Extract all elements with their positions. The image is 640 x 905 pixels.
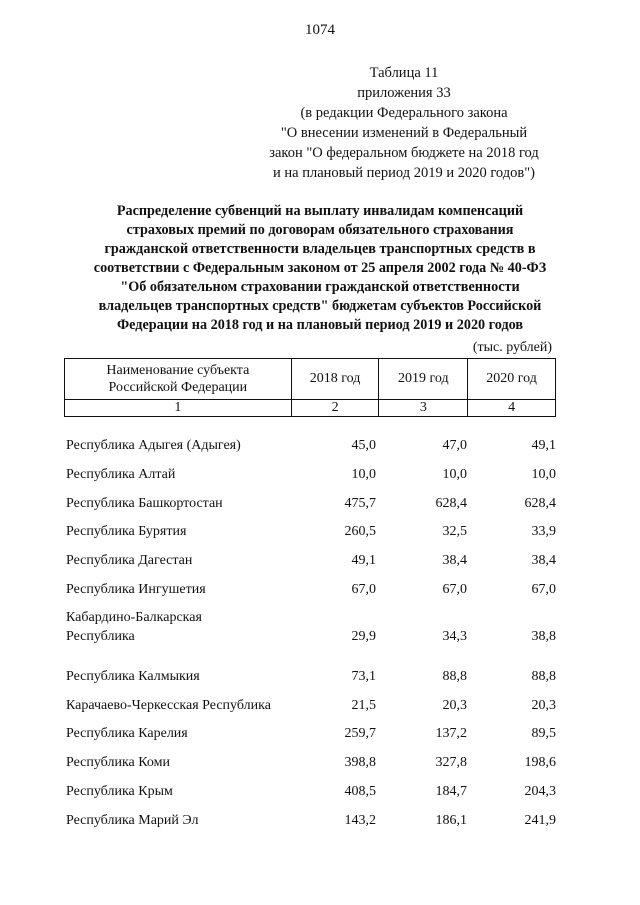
value-2018: 29,9 — [351, 629, 376, 644]
table-header — [64, 358, 556, 417]
table-row — [66, 667, 558, 686]
table-row — [66, 753, 558, 772]
table-row — [66, 608, 558, 646]
value-2019: 34,3 — [442, 629, 467, 644]
page-number: 1074 — [305, 22, 335, 38]
title-line: страховых премий по договорам обязательного страхования — [126, 222, 514, 238]
subject-name: Республика Карелия — [66, 726, 188, 741]
subject-name: Республика Калмыкия — [66, 669, 200, 684]
value-2019: 88,8 — [442, 669, 467, 684]
annex-line: закон "О федеральном бюджете на 2018 год — [269, 145, 539, 161]
value-2019: 47,0 — [442, 438, 467, 453]
subject-name: Республика Адыгея (Адыгея) — [66, 438, 241, 453]
value-2020: 88,8 — [531, 669, 556, 684]
value-2020: 89,5 — [531, 726, 556, 741]
value-2020: 20,3 — [531, 698, 556, 713]
value-2018: 73,1 — [351, 669, 376, 684]
table-row — [66, 580, 558, 599]
subject-name: Карачаево-Черкесская Республика — [66, 698, 271, 713]
title-line: Федерации на 2018 год и на плановый период 2019 и 2020 годов — [116, 317, 524, 333]
annex-line: приложения 33 — [357, 85, 451, 101]
subject-name: Республика Дагестан — [66, 553, 193, 568]
value-2019: 32,5 — [442, 524, 467, 539]
table-row — [66, 522, 558, 541]
value-2018: 475,7 — [344, 496, 376, 511]
value-2020: 198,6 — [524, 755, 556, 770]
annex-line: и на плановый период 2019 и 2020 годов") — [273, 165, 535, 181]
title-line: соответствии с Федеральным законом от 25 апреля 2002 года № 40-ФЗ — [93, 260, 547, 276]
table-row — [66, 811, 558, 830]
value-2019: 137,2 — [435, 726, 467, 741]
subject-name: Республика Алтай — [66, 467, 176, 482]
table-row — [66, 724, 558, 743]
annex-block — [254, 63, 554, 183]
value-2019: 38,4 — [442, 553, 467, 568]
column-number: 4 — [468, 400, 556, 417]
value-2018: 67,0 — [351, 582, 376, 597]
title-line: Распределение субвенций на выплату инвалидам компенсаций — [116, 203, 524, 219]
column-number: 3 — [379, 400, 468, 417]
table-row — [66, 782, 558, 801]
subject-name: Республика Бурятия — [66, 524, 187, 539]
title-line: владельцев транспортных средств" бюджетам субъектов Российской — [98, 298, 542, 314]
subject-name: Республика Башкортостан — [66, 496, 223, 511]
value-2018: 45,0 — [351, 438, 376, 453]
value-2018: 408,5 — [344, 784, 376, 799]
table-row — [66, 465, 558, 484]
value-2018: 260,5 — [344, 524, 376, 539]
value-2019: 184,7 — [435, 784, 467, 799]
subject-name: Республика Коми — [66, 755, 170, 770]
annex-line: (в редакции Федерального закона — [300, 105, 508, 121]
value-2018: 398,8 — [344, 755, 376, 770]
column-number: 1 — [65, 400, 292, 417]
value-2019: 186,1 — [435, 813, 467, 828]
value-2018: 10,0 — [351, 467, 376, 482]
value-2020: 33,9 — [531, 524, 556, 539]
header-2018: 2018 год — [291, 359, 379, 400]
value-2018: 21,5 — [351, 698, 376, 713]
value-2019: 20,3 — [442, 698, 467, 713]
annex-line: Таблица 11 — [369, 65, 439, 81]
table-row — [66, 696, 558, 715]
value-2020: 10,0 — [531, 467, 556, 482]
value-2020: 38,8 — [531, 629, 556, 644]
title-line: "Об обязательном страховании гражданской ответственности — [120, 279, 520, 295]
value-2019: 327,8 — [435, 755, 467, 770]
value-2019: 628,4 — [435, 496, 467, 511]
value-2020: 241,9 — [524, 813, 556, 828]
table-body — [66, 428, 558, 830]
units-label: (тыс. рублей) — [472, 340, 552, 355]
subject-name: Республика Ингушетия — [66, 582, 206, 597]
value-2020: 67,0 — [531, 582, 556, 597]
value-2020: 49,1 — [531, 438, 556, 453]
value-2018: 143,2 — [344, 813, 376, 828]
header-2019: 2019 год — [379, 359, 468, 400]
value-2018: 49,1 — [351, 553, 376, 568]
table-row — [66, 436, 558, 455]
subject-name: Республика Марий Эл — [66, 813, 199, 828]
value-2020: 38,4 — [531, 553, 556, 568]
value-2020: 204,3 — [524, 784, 556, 799]
table-row — [66, 494, 558, 513]
subject-name: Кабардино-Балкарская Республика — [66, 610, 202, 644]
subject-name: Республика Крым — [66, 784, 173, 799]
title-line: гражданской ответственности владельцев транспортных средств в — [104, 241, 536, 257]
table-row — [66, 551, 558, 570]
value-2018: 259,7 — [344, 726, 376, 741]
column-number: 2 — [291, 400, 379, 417]
header-2020: 2020 год — [468, 359, 556, 400]
value-2019: 67,0 — [442, 582, 467, 597]
value-2019: 10,0 — [442, 467, 467, 482]
value-2020: 628,4 — [524, 496, 556, 511]
header-subject: Наименование субъекта Российской Федерации — [65, 359, 292, 400]
document-title — [60, 202, 580, 335]
annex-line: "О внесении изменений в Федеральный — [280, 125, 528, 141]
